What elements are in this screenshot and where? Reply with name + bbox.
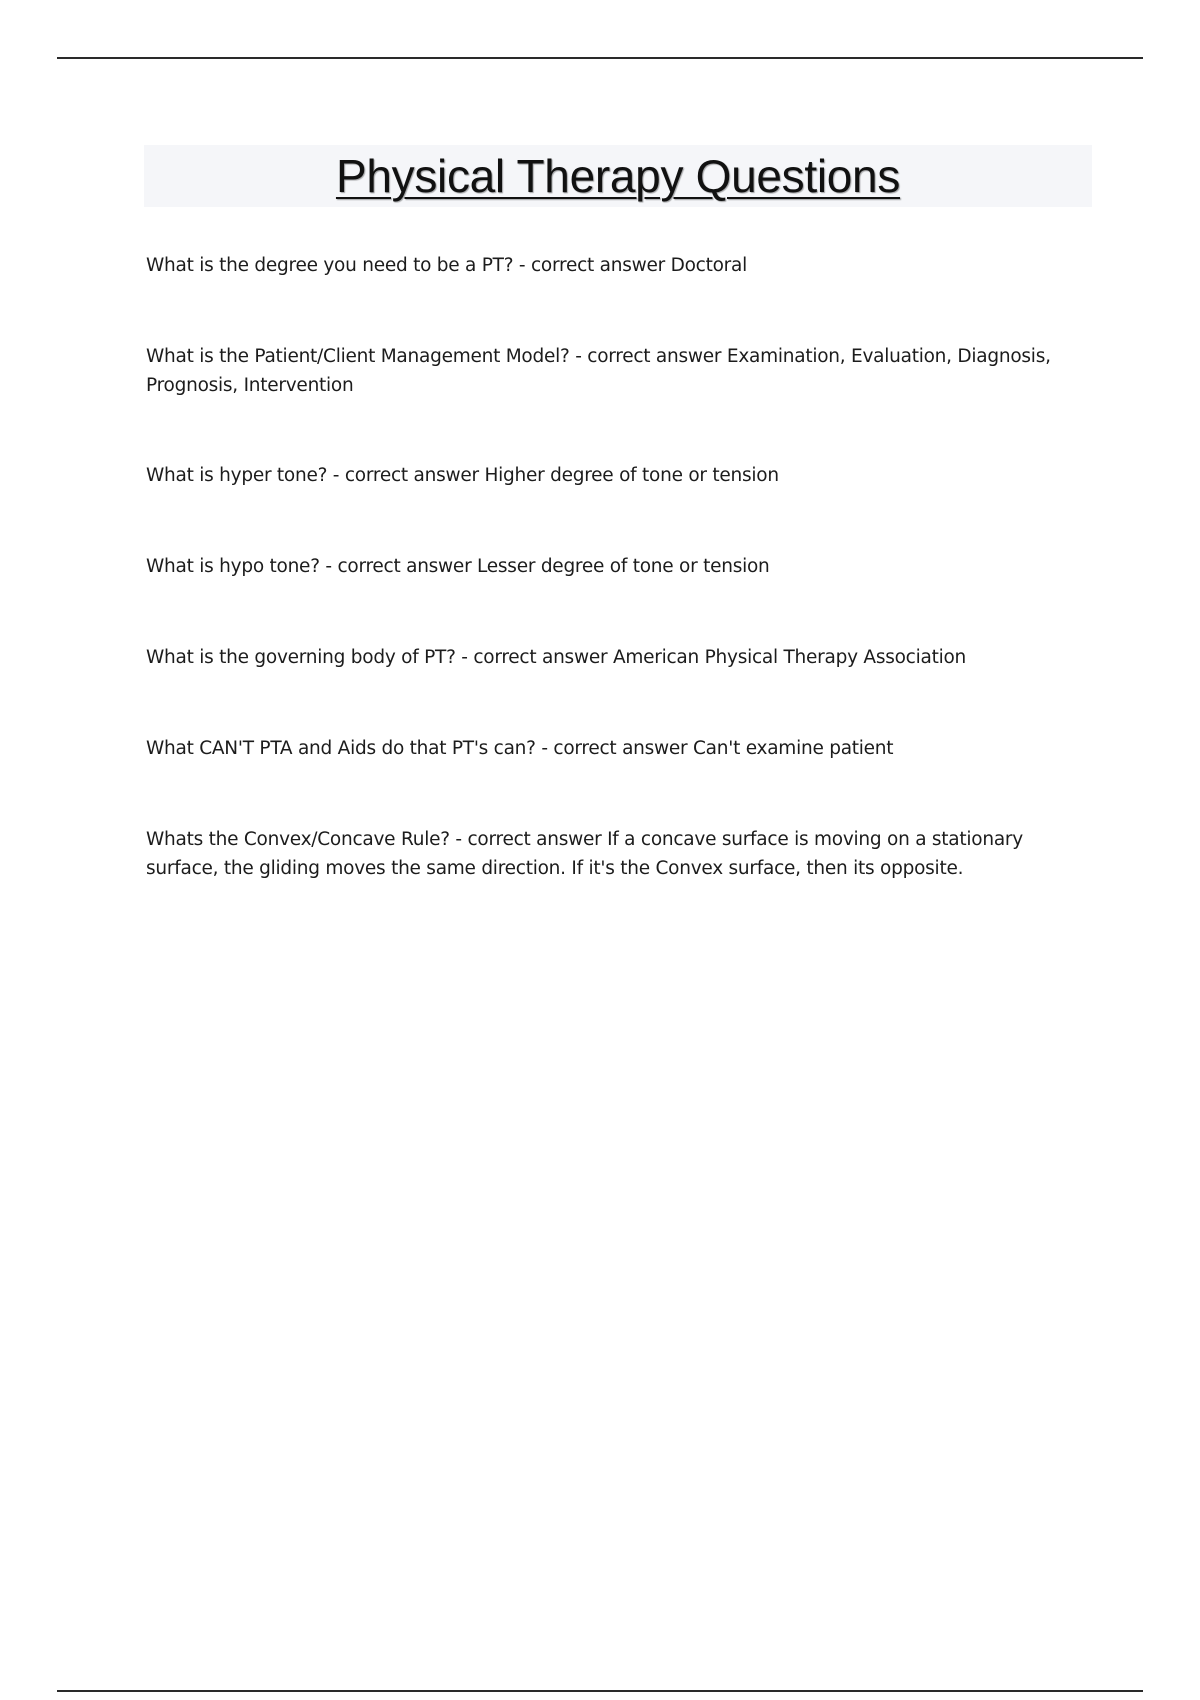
qa-item-4: What is hypo tone? - correct answer Lesser degree of tone or tension (146, 556, 770, 577)
top-divider (57, 57, 1143, 59)
title-banner (144, 145, 1092, 207)
qa-item-5: What is the governing body of PT? - correct answer American Physical Therapy Association (146, 647, 967, 668)
qa-item-1: What is the degree you need to be a PT? - correct answer Doctoral (146, 255, 747, 276)
qa-item-7: Whats the Convex/Concave Rule? - correct answer If a concave surface is moving on a stationary surface, the gliding moves the same direction. If it's the Convex surface, then its opposite. (146, 829, 1023, 879)
qa-item-2: What is the Patient/Client Management Model? - correct answer Examination, Evaluation, Diagnosis, Prognosis, Intervention (146, 346, 1051, 396)
page-title: Physical Therapy Questions (335, 150, 901, 202)
qa-item-3: What is hyper tone? - correct answer Higher degree of tone or tension (146, 465, 779, 486)
bottom-divider (57, 1690, 1143, 1692)
qa-item-6: What CAN'T PTA and Aids do that PT's can? - correct answer Can't examine patient (146, 738, 894, 759)
